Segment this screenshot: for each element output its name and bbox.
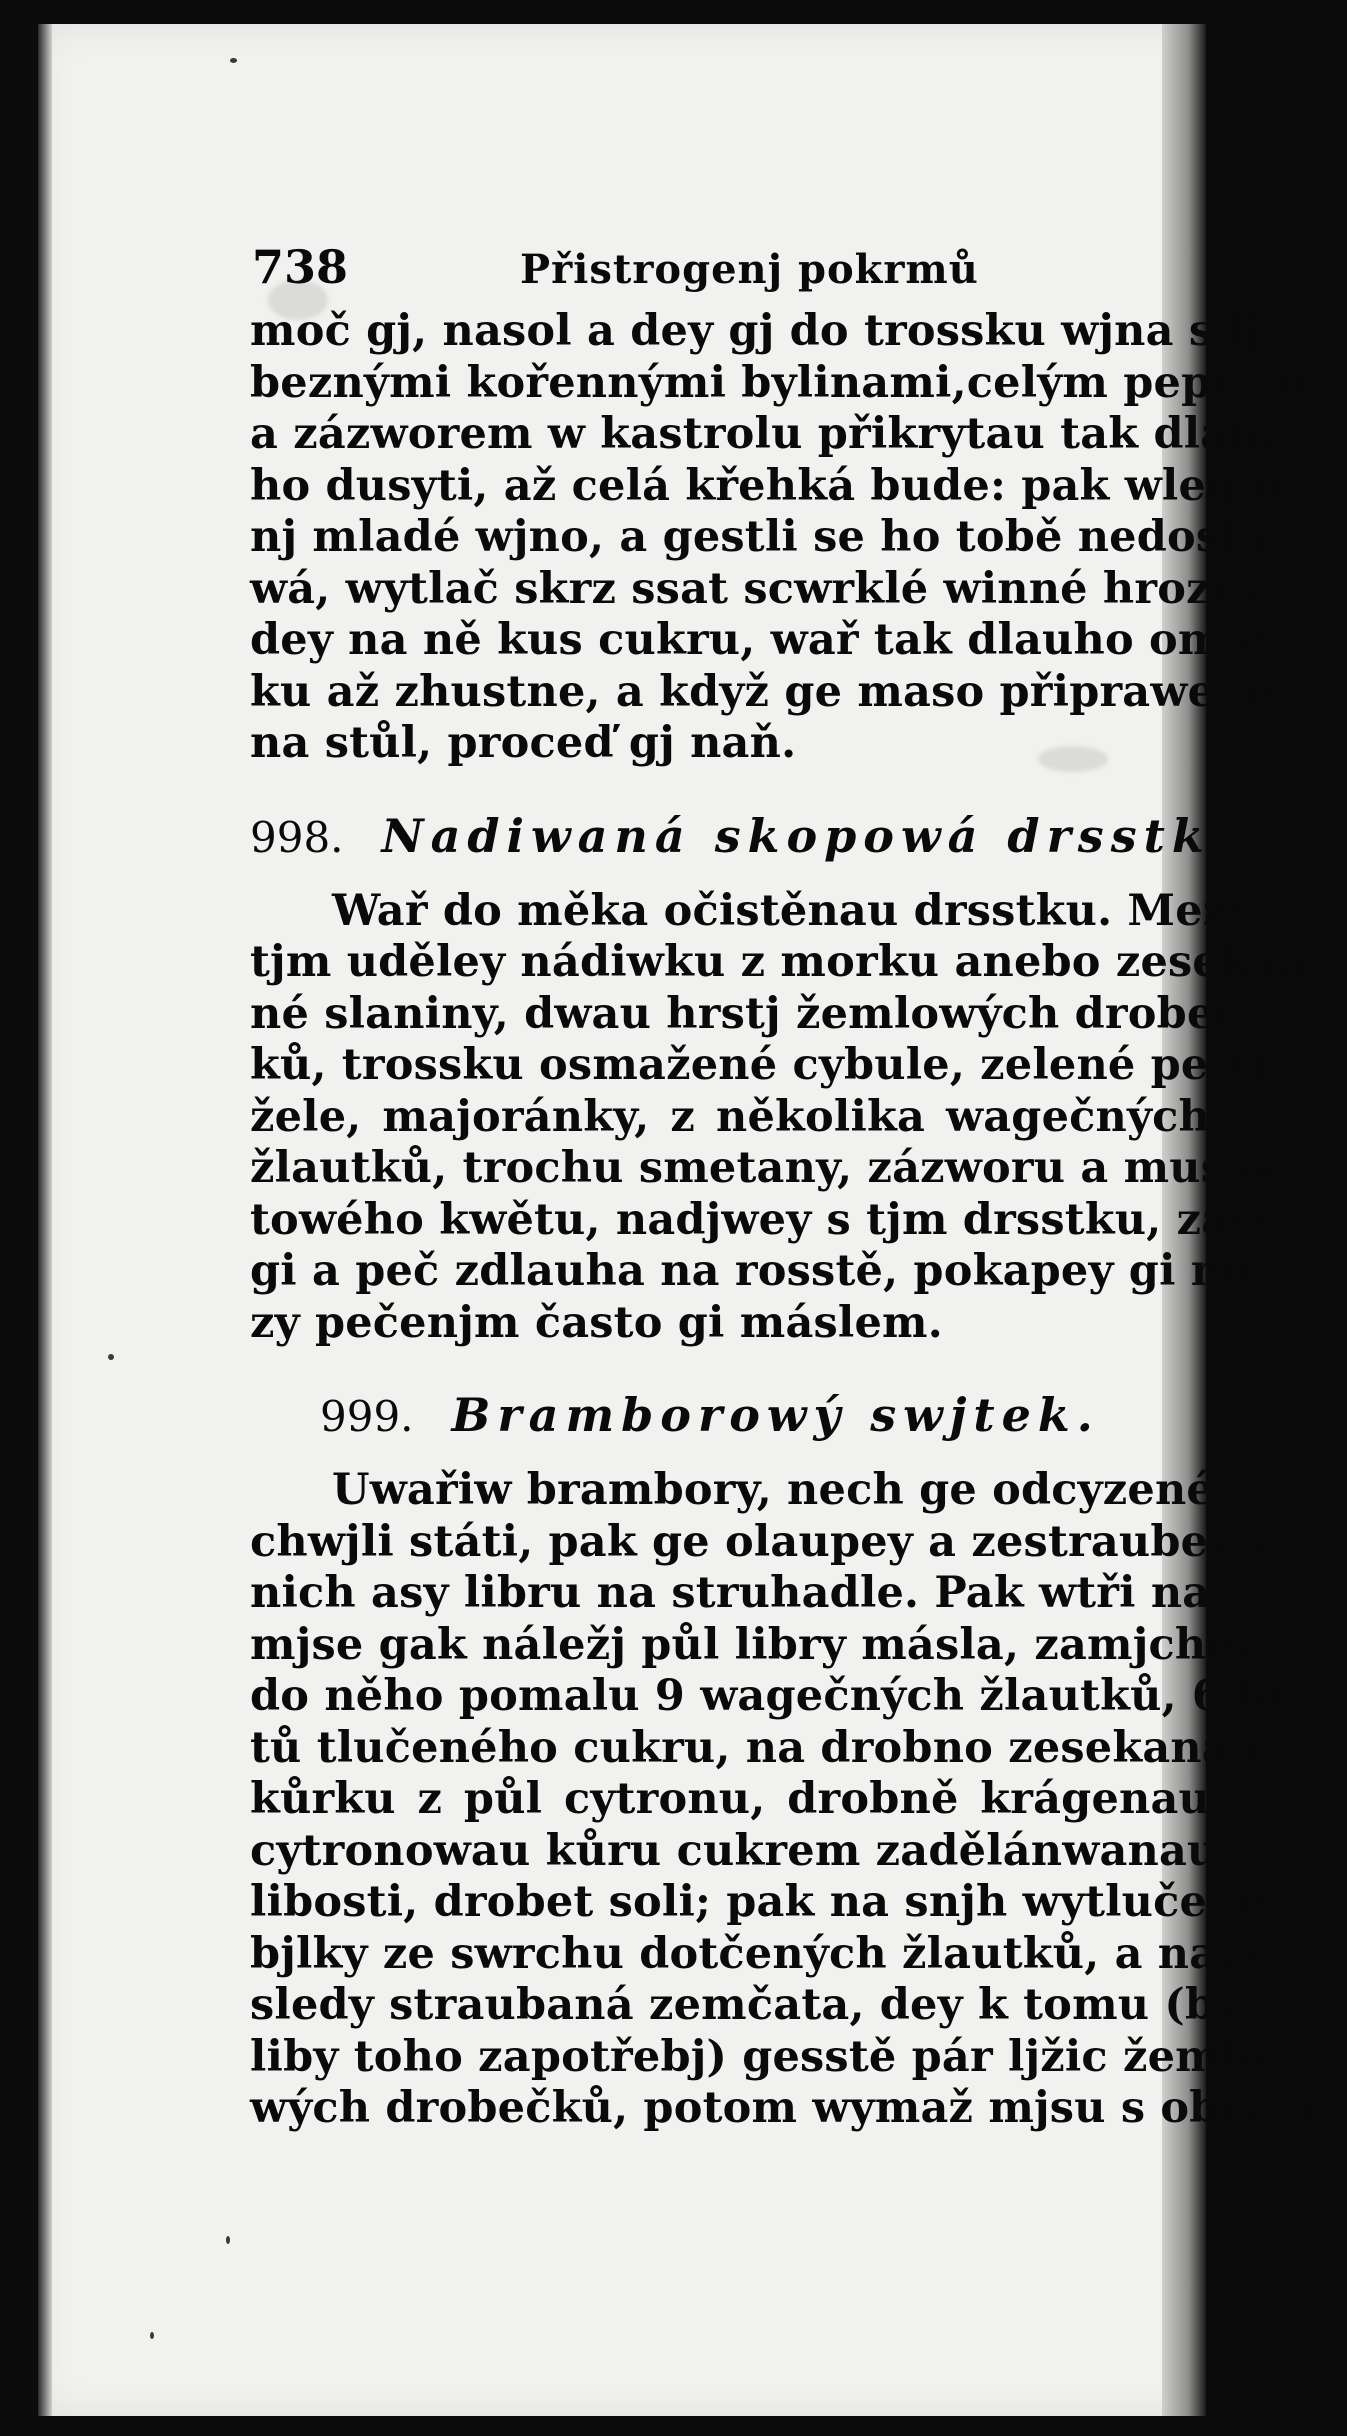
text-line: do něho pomalu 9 wagečných žlautků, 6 lo= [250, 1671, 1319, 1721]
text-line: wých drobečků, potom wymaž mjsu s obručí [250, 2083, 1317, 2133]
recipe-continuation [250, 306, 1315, 770]
text-line: cytronowau kůru cukrem zadělánwanau dle [250, 1825, 1309, 1876]
text-line: žlautků, trochu smetany, zázworu a mussků= [250, 1143, 1347, 1193]
recipe-heading-998 [250, 806, 1271, 868]
text-line: bjlky ze swrchu dotčených žlautků, a napo= [250, 1928, 1313, 1979]
text-line: Wař do měka očistěnau drsstku. Mezy [332, 885, 1253, 936]
text-line: dey na ně kus cukru, wař tak dlauho omáč= [250, 615, 1315, 665]
recipe-heading-999 [250, 1385, 1210, 1447]
text-line: a zázworem w kastrolu přikrytau tak dlau. [250, 409, 1275, 459]
text-line: zy pečenjm často gi máslem. [250, 1297, 943, 1348]
text-line: nj mladé wjno, a gestli se ho tobě nedostá= [250, 512, 1305, 562]
ink-speck [226, 2236, 230, 2244]
text-line: nich asy libru na struhadle. Pak wtři na [250, 1568, 1211, 1618]
text-line: liby toho zapotřebj) gesstě pár ljžic žemlo= [250, 2031, 1303, 2082]
ink-speck [230, 58, 237, 63]
text-line: na stůl, proceď gj naň. [250, 718, 797, 768]
recipe-number: 999. [320, 1392, 414, 1441]
text-line: tjm uděley nádiwku z morku anebo zesekan [250, 937, 1310, 987]
text-line: mjse gak náležj půl libry másla, zamjchey [250, 1619, 1260, 1670]
book-page [38, 24, 1347, 2416]
text-line: ků, trossku osmažené cybule, zelené petru= [250, 1040, 1320, 1090]
text-line: wá, wytlač skrz ssat scwrklé winné hrozny, [250, 563, 1279, 614]
running-head-title: Přistrogenj pokrmů [520, 246, 979, 293]
text-line: ho dusyti, až celá křehká bude: pak wleg na [250, 460, 1311, 511]
text-line: towého kwětu, nadjwey s tjm drsstku, zassi [250, 1194, 1295, 1245]
text-line: Uwařiw brambory, nech ge odcyzené [332, 1465, 1214, 1515]
text-line: beznými kořennými bylinami,celým pepřem [250, 357, 1308, 408]
text-line: sledy straubaná zemčata, dey k tomu (bylo= [250, 1980, 1323, 2030]
recipe-body-998 [250, 885, 1347, 1350]
page-text [250, 234, 1347, 2135]
recipe-number: 998. [250, 812, 344, 862]
page-number: 738 [252, 240, 349, 294]
page-left-shadow [38, 24, 52, 2416]
text-line: ku až zhustne, a když ge maso připrawené [250, 666, 1275, 717]
recipe-title: Bramborowý swjtek. [451, 1388, 1100, 1442]
ink-speck [108, 1354, 114, 1360]
text-line: libosti, drobet soli; pak na snjh wytlučené [250, 1877, 1267, 1927]
recipe-title: Nadiwaná skopowá drsstka. [381, 808, 1271, 863]
text-line: tů tlučeného cukru, na drobno zesekanau [250, 1722, 1262, 1773]
text-line: žele, majoránky, z několika wagečných [250, 1091, 1210, 1142]
text-line: moč gj, nasol a dey gj do trossku wjna s lj= [250, 306, 1297, 356]
text-line: kůrku z půl cytronu, drobně krágenau [250, 1774, 1210, 1824]
text-line: gi a peč zdlauha na rosstě, pokapey gi me= [250, 1246, 1301, 1296]
text-line: né slaniny, dwau hrstj žemlowých drobeč= [250, 988, 1278, 1039]
ink-speck [150, 2332, 154, 2339]
running-head [250, 234, 1210, 304]
text-line: chwjli státi, pak ge olaupey a zestraubey z [250, 1516, 1274, 1567]
recipe-body-999 [250, 1465, 1323, 2135]
